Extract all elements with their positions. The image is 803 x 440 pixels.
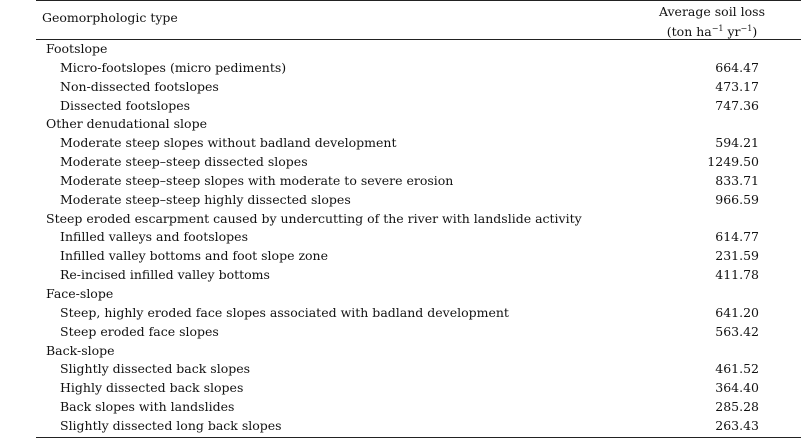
soil-loss-value: 664.47 <box>715 59 759 75</box>
header-unit-a: (ton ha <box>666 24 712 40</box>
soil-loss-value: 411.78 <box>715 267 759 283</box>
category-label: Back-slope <box>46 342 115 358</box>
category-label: Footslope <box>46 41 108 56</box>
table-row <box>36 323 801 342</box>
table-body <box>36 40 801 436</box>
row-label: Steep, highly eroded face slopes associated with badland development <box>60 304 509 320</box>
category-row <box>36 210 801 229</box>
row-label: Micro-footslopes (micro pediments) <box>60 59 287 75</box>
table-row <box>36 78 801 97</box>
soil-loss-value: 966.59 <box>715 191 759 207</box>
table-row <box>36 398 801 417</box>
category-row <box>36 40 801 59</box>
row-label: Non-dissected footslopes <box>60 78 219 94</box>
category-label: Steep eroded escarpment caused by undercutting of the river with landslide activity <box>46 210 582 226</box>
table-row <box>36 360 801 379</box>
table-row <box>36 191 801 210</box>
soil-loss-value: 473.17 <box>715 78 759 94</box>
soil-loss-value: 641.20 <box>715 304 759 320</box>
soil-loss-value: 285.28 <box>715 399 759 415</box>
soil-loss-value: 364.40 <box>715 380 759 396</box>
table-row <box>36 228 801 247</box>
soil-loss-value: 461.52 <box>715 361 759 377</box>
category-row <box>36 285 801 304</box>
row-label: Re-incised infilled valley bottoms <box>60 267 270 283</box>
row-label: Highly dissected back slopes <box>60 380 244 396</box>
header-loss-line1: Average soil loss <box>658 4 766 19</box>
soil-loss-value: 231.59 <box>715 248 759 264</box>
category-row <box>36 342 801 361</box>
table-row <box>36 153 801 172</box>
category-label: Other denudational slope <box>46 116 207 132</box>
row-label: Steep eroded face slopes <box>60 323 219 339</box>
soil-loss-value: 747.36 <box>715 97 759 113</box>
bottom-rule <box>36 437 801 438</box>
table-row <box>36 97 801 116</box>
top-rule <box>36 0 801 1</box>
row-label: Moderate steep–steep highly dissected slopes <box>60 191 351 207</box>
row-label: Moderate steep–steep slopes with moderate to severe erosion <box>60 172 454 188</box>
row-label: Infilled valleys and footslopes <box>60 229 248 245</box>
soil-loss-value: 614.77 <box>715 229 759 245</box>
category-label: Face-slope <box>46 285 114 301</box>
table-row <box>36 247 801 266</box>
table-row <box>36 379 801 398</box>
soil-loss-value: 263.43 <box>715 417 759 433</box>
row-label: Moderate steep slopes without badland development <box>60 135 397 151</box>
row-label: Dissected footslopes <box>60 97 191 113</box>
column-header-type: Geomorphologic type <box>42 10 178 25</box>
soil-loss-value: 833.71 <box>715 172 759 188</box>
header-unit-b: yr <box>723 24 741 40</box>
row-label: Slightly dissected back slopes <box>60 361 251 377</box>
row-label: Slightly dissected long back slopes <box>60 417 282 433</box>
header-unit-sup2: −1 <box>740 24 753 33</box>
soil-loss-value: 563.42 <box>715 323 759 339</box>
table-row <box>36 304 801 323</box>
table-row <box>36 59 801 78</box>
table-row <box>36 172 801 191</box>
header-unit-sup1: −1 <box>711 24 724 33</box>
table-row <box>36 134 801 153</box>
row-label: Infilled valley bottoms and foot slope zone <box>60 248 328 264</box>
header-loss-line2 <box>646 20 778 40</box>
row-label: Moderate steep–steep dissected slopes <box>60 154 308 170</box>
header-unit-c: ) <box>752 24 758 40</box>
column-header-soil-loss <box>646 3 778 40</box>
soil-loss-value: 1249.50 <box>707 154 759 170</box>
table-row <box>36 266 801 285</box>
category-row <box>36 115 801 134</box>
table-row <box>36 417 801 436</box>
row-label: Back slopes with landslides <box>60 399 235 415</box>
soil-loss-value: 594.21 <box>715 135 759 151</box>
